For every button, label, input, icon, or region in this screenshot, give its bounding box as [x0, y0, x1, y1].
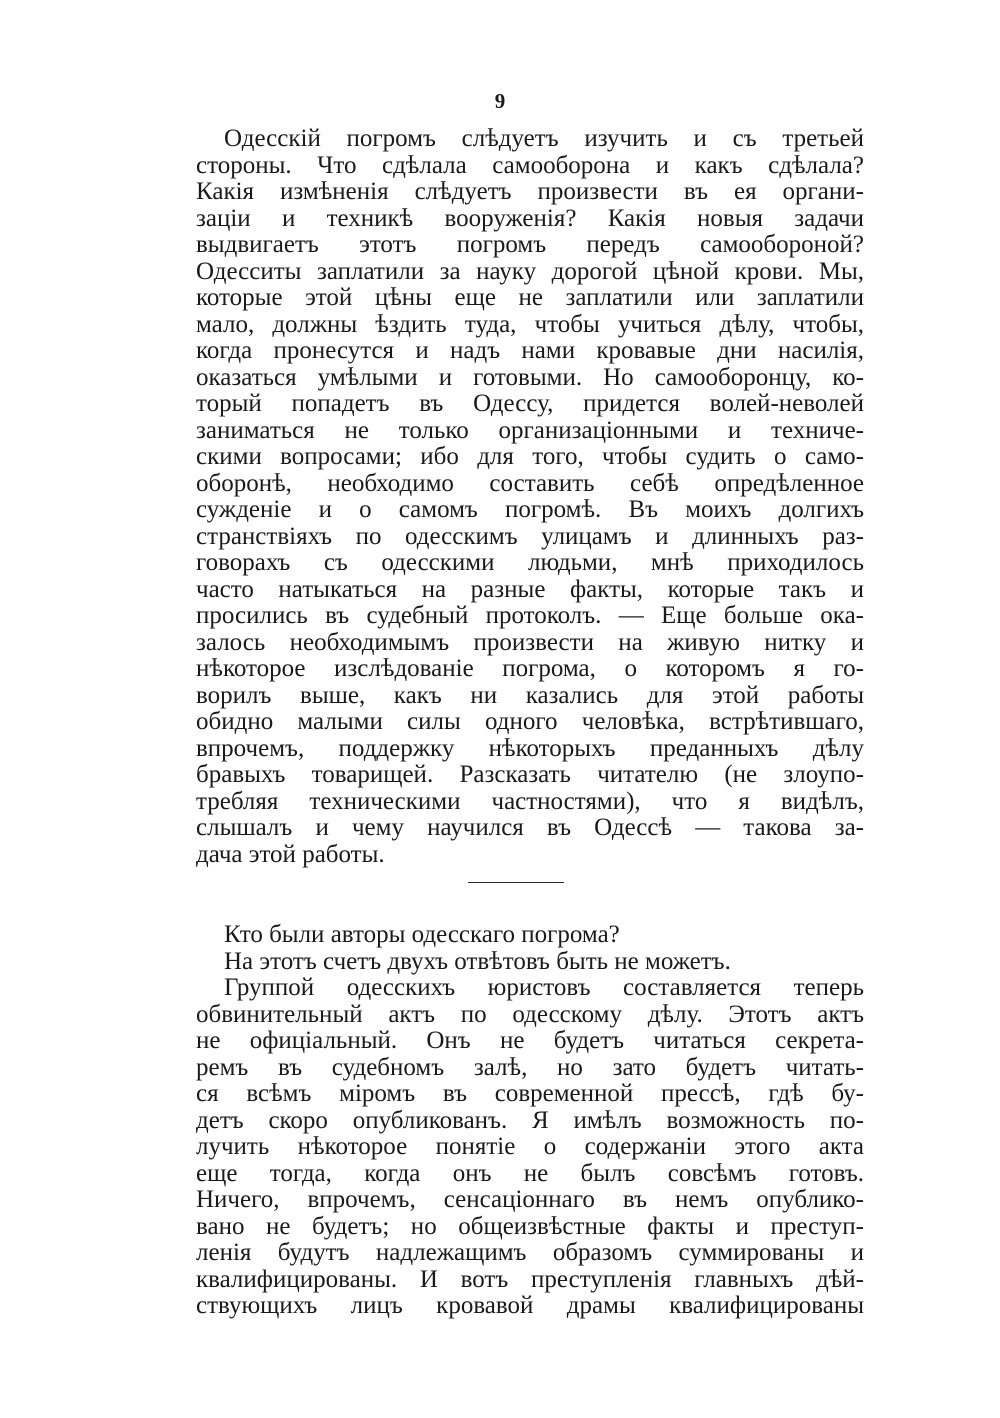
text-line: когда пронесутся и надъ нами кровавые дни насилія, — [196, 337, 864, 364]
text-line: которые этой цѣны еще не заплатили или заплатили — [196, 284, 864, 311]
text-line: лучить нѣкоторое понятіе о содержаніи этого акта — [196, 1133, 864, 1160]
text-line: Ничего, впрочемъ, сенсаціоннаго въ немъ опублико- — [196, 1186, 864, 1213]
text-line: Группой одесскихъ юристовъ составляется теперь — [224, 974, 864, 1001]
text-line: просились въ судебный протоколъ. — Еще больше ока- — [196, 602, 864, 629]
text-line: странствіяхъ по одесскимъ улицамъ и длинныхъ раз- — [196, 522, 864, 550]
text-line: детъ скоро опубликованъ. Я имѣлъ возможность по- — [196, 1106, 864, 1134]
text-line: Какія измѣненія слѣдуетъ произвести въ ея органи- — [196, 178, 864, 205]
question-line: Кто были авторы одесскаго погрома? — [224, 921, 620, 948]
text-line: ствующихъ лицъ кровавой драмы квалифицированы — [196, 1292, 864, 1319]
paragraph-self-defense — [196, 126, 864, 868]
text-line: впрочемъ, поддержку нѣкоторыхъ преданныхъ дѣлу — [196, 734, 864, 762]
text-line: квалифицированы. И вотъ преступленія главныхъ дѣй- — [196, 1265, 864, 1293]
text-line: бравыхъ товарищей. Разсказать читателю (не злоупо- — [196, 761, 864, 788]
text-line: сужденіе и о самомъ погромѣ. Въ моихъ долгихъ — [196, 496, 864, 523]
text-line: не офиціальный. Онъ не будетъ читаться секрета- — [196, 1027, 864, 1054]
text-line: заниматься не только организаціонными и техниче- — [196, 416, 864, 444]
text-line: ворилъ выше, какъ ни казались для этой работы — [196, 681, 864, 709]
text-line: торый попадетъ въ Одессу, придется волей-неволей — [196, 390, 864, 417]
text-line: говорахъ съ одесскими людьми, мнѣ приходилось — [196, 549, 864, 576]
text-line: заціи и техникѣ вооруженія? Какія новыя задачи — [196, 204, 864, 232]
answer-line: На этотъ счетъ двухъ отвѣтовъ быть не можетъ. — [224, 947, 731, 975]
text-line: нѣкоторое изслѣдованіе погрома, о которомъ я го- — [196, 655, 864, 682]
text-line: требляя техническими частностями), что я видѣлъ, — [196, 787, 864, 815]
text-line: вано не будетъ; но общеизвѣстные факты и преступ- — [196, 1212, 864, 1240]
section-divider — [468, 882, 564, 883]
text-line: обвинительный актъ по одесскому дѣлу. Этотъ актъ — [196, 1000, 864, 1028]
text-line: скими вопросами; ибо для того, чтобы судить о само- — [196, 443, 864, 470]
section-authors-of-pogrom — [196, 922, 864, 1320]
text-line: Одесскій погромъ слѣдуетъ изучить и съ третьей — [224, 125, 864, 152]
text-line: часто натыкаться на разные факты, которые такъ и — [196, 575, 864, 603]
text-line: ремъ въ судебномъ залѣ, но зато будетъ читать- — [196, 1053, 864, 1081]
text-line: стороны. Что сдѣлала самооборона и какъ сдѣлала? — [196, 151, 864, 179]
text-line: еще тогда, когда онъ не былъ совсѣмъ готовъ. — [196, 1159, 864, 1187]
text-line: обидно малыми силы одного человѣка, встрѣтившаго, — [196, 708, 864, 735]
text-line: ся всѣмъ міромъ въ современной прессѣ, гдѣ бу- — [196, 1080, 864, 1107]
page-number: 9 — [494, 89, 506, 113]
text-line: слышалъ и чему научился въ Одессѣ — такова за- — [196, 814, 864, 841]
text-line: оборонѣ, необходимо составить себѣ опредѣленное — [196, 469, 864, 497]
text-line: оказаться умѣлыми и готовыми. Но самооборонцу, ко- — [196, 363, 864, 391]
text-line: мало, должны ѣздить туда, чтобы учиться дѣлу, чтобы, — [196, 310, 864, 338]
text-line: выдвигаетъ этотъ погромъ передъ самообороной? — [196, 231, 864, 258]
text-line: ленія будутъ надлежащимъ образомъ суммированы и — [196, 1239, 864, 1266]
text-line: залось необходимымъ произвести на живую нитку и — [196, 628, 864, 656]
text-line: Одесситы заплатили за науку дорогой цѣной крови. Мы, — [196, 257, 864, 285]
text-line: дача этой работы. — [196, 840, 385, 868]
